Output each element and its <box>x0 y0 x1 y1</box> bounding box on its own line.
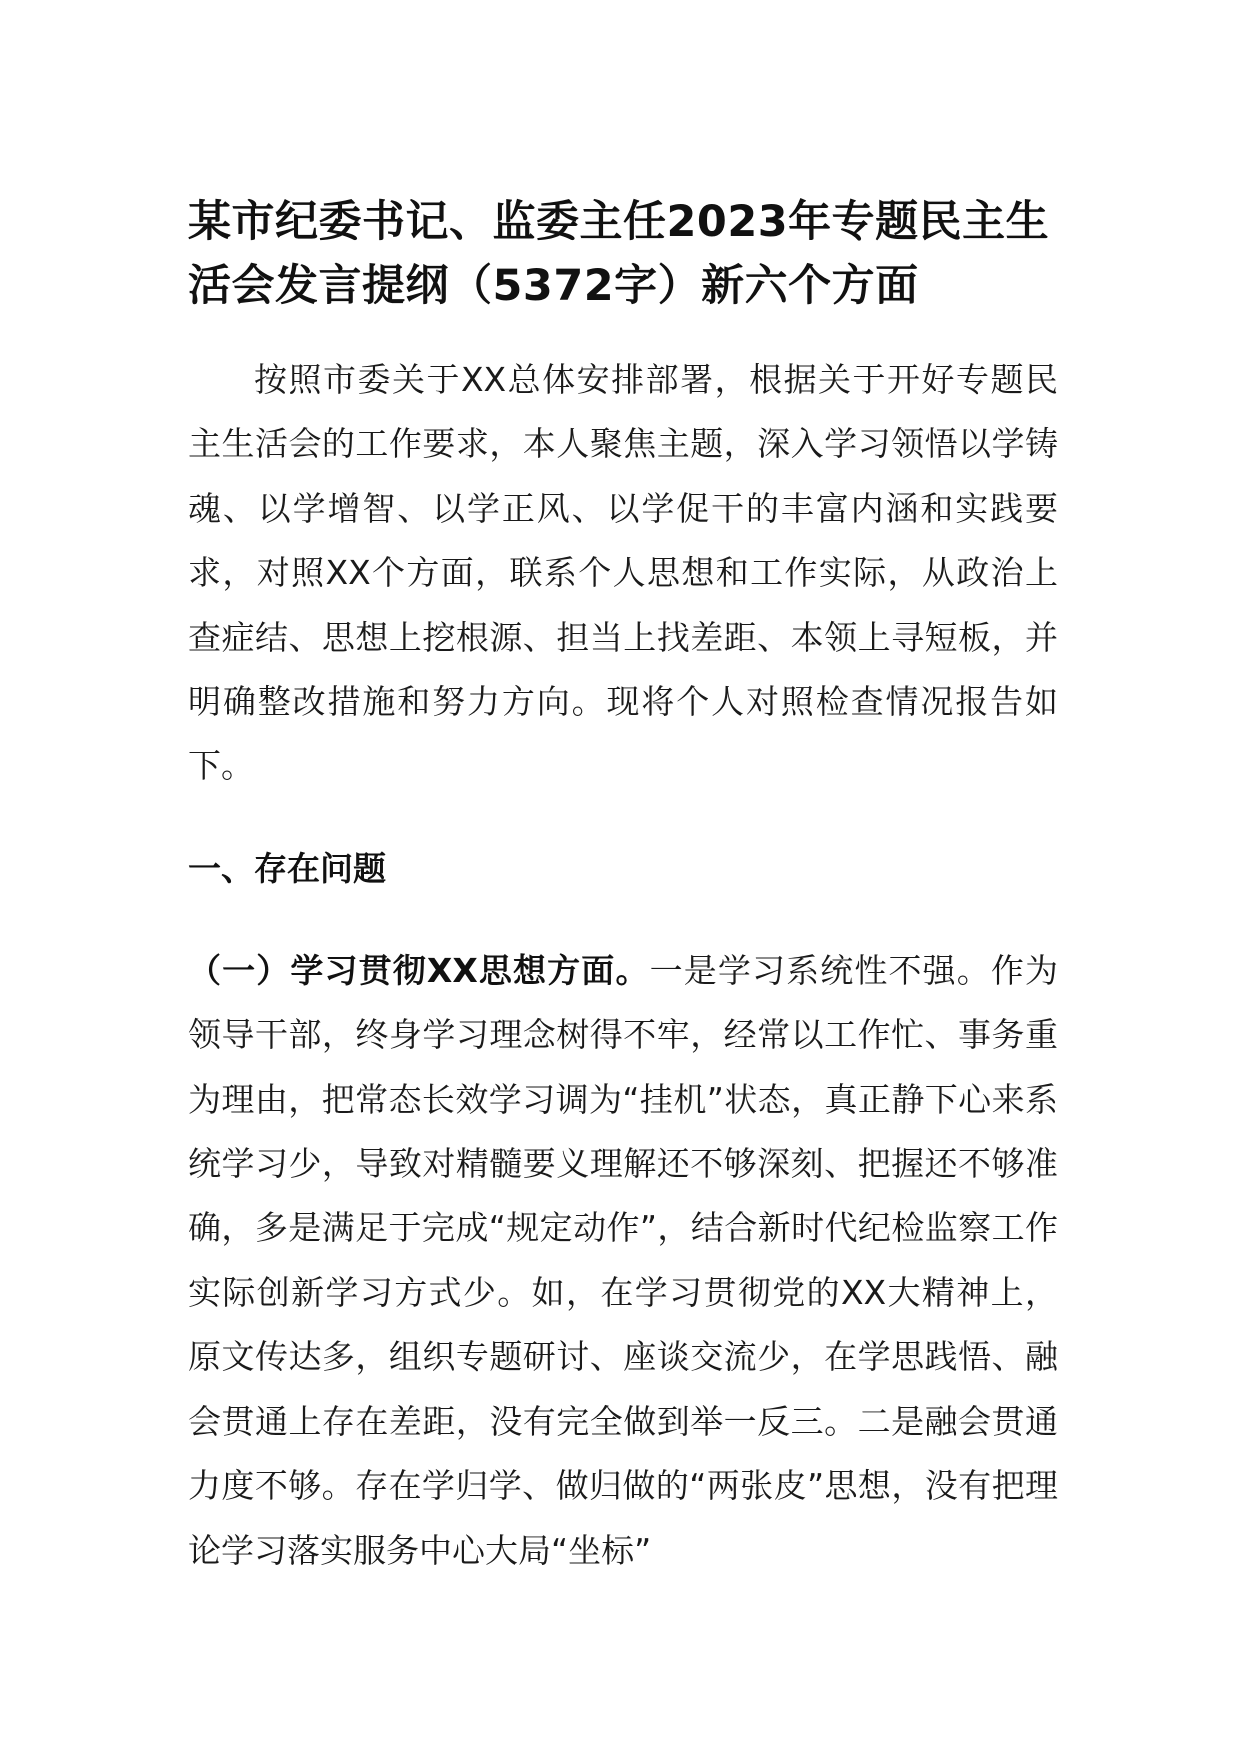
subsection-paragraph <box>188 939 1058 1583</box>
subsection-text: 一是学习系统性不强。作为领导干部，终身学习理念树得不牢，经常以工作忙、事务重为理由，把常态长效学习调为“挂机”状态，真正静下心来系统学习少，导致对精髓要义理解还不够深刻、把握还不够准确，多是满足于完成“规定动作”，结合新时代纪检监察工作实际创新学习方式少。如，在学习贯彻党的XX大精神上，原文传达多，组织专题研讨、座谈交流少，在学思践悟、融会贯通上存在差距，没有完全做到举一反三。二是融会贯通力度不够。存在学归学、做归做的“两张皮”思想，没有把理论学习落实服务中心大局“坐标” <box>188 950 1059 1570</box>
section-heading-problems: 一、存在问题 <box>188 848 386 888</box>
subsection-lead: （一）学习贯彻XX思想方面。 <box>188 950 650 990</box>
document-title: 某市纪委书记、监委主任2023年专题民主生活会发言提纲（5372字）新六个方面 <box>188 197 1050 311</box>
intro-paragraph: 按照市委关于XX总体安排部署，根据关于开好专题民主生活会的工作要求，本人聚焦主题，深入学习领悟以学铸魂、以学增智、以学正风、以学促干的丰富内涵和实践要求，对照XX个方面，联系个人思想和工作实际，从政治上查症结、思想上挖根源、担当上找差距、本领上寻短板，并明确整改措施和努力方向。现将个人对照检查情况报告如下。 <box>188 360 1058 786</box>
document-page <box>188 190 1058 1583</box>
